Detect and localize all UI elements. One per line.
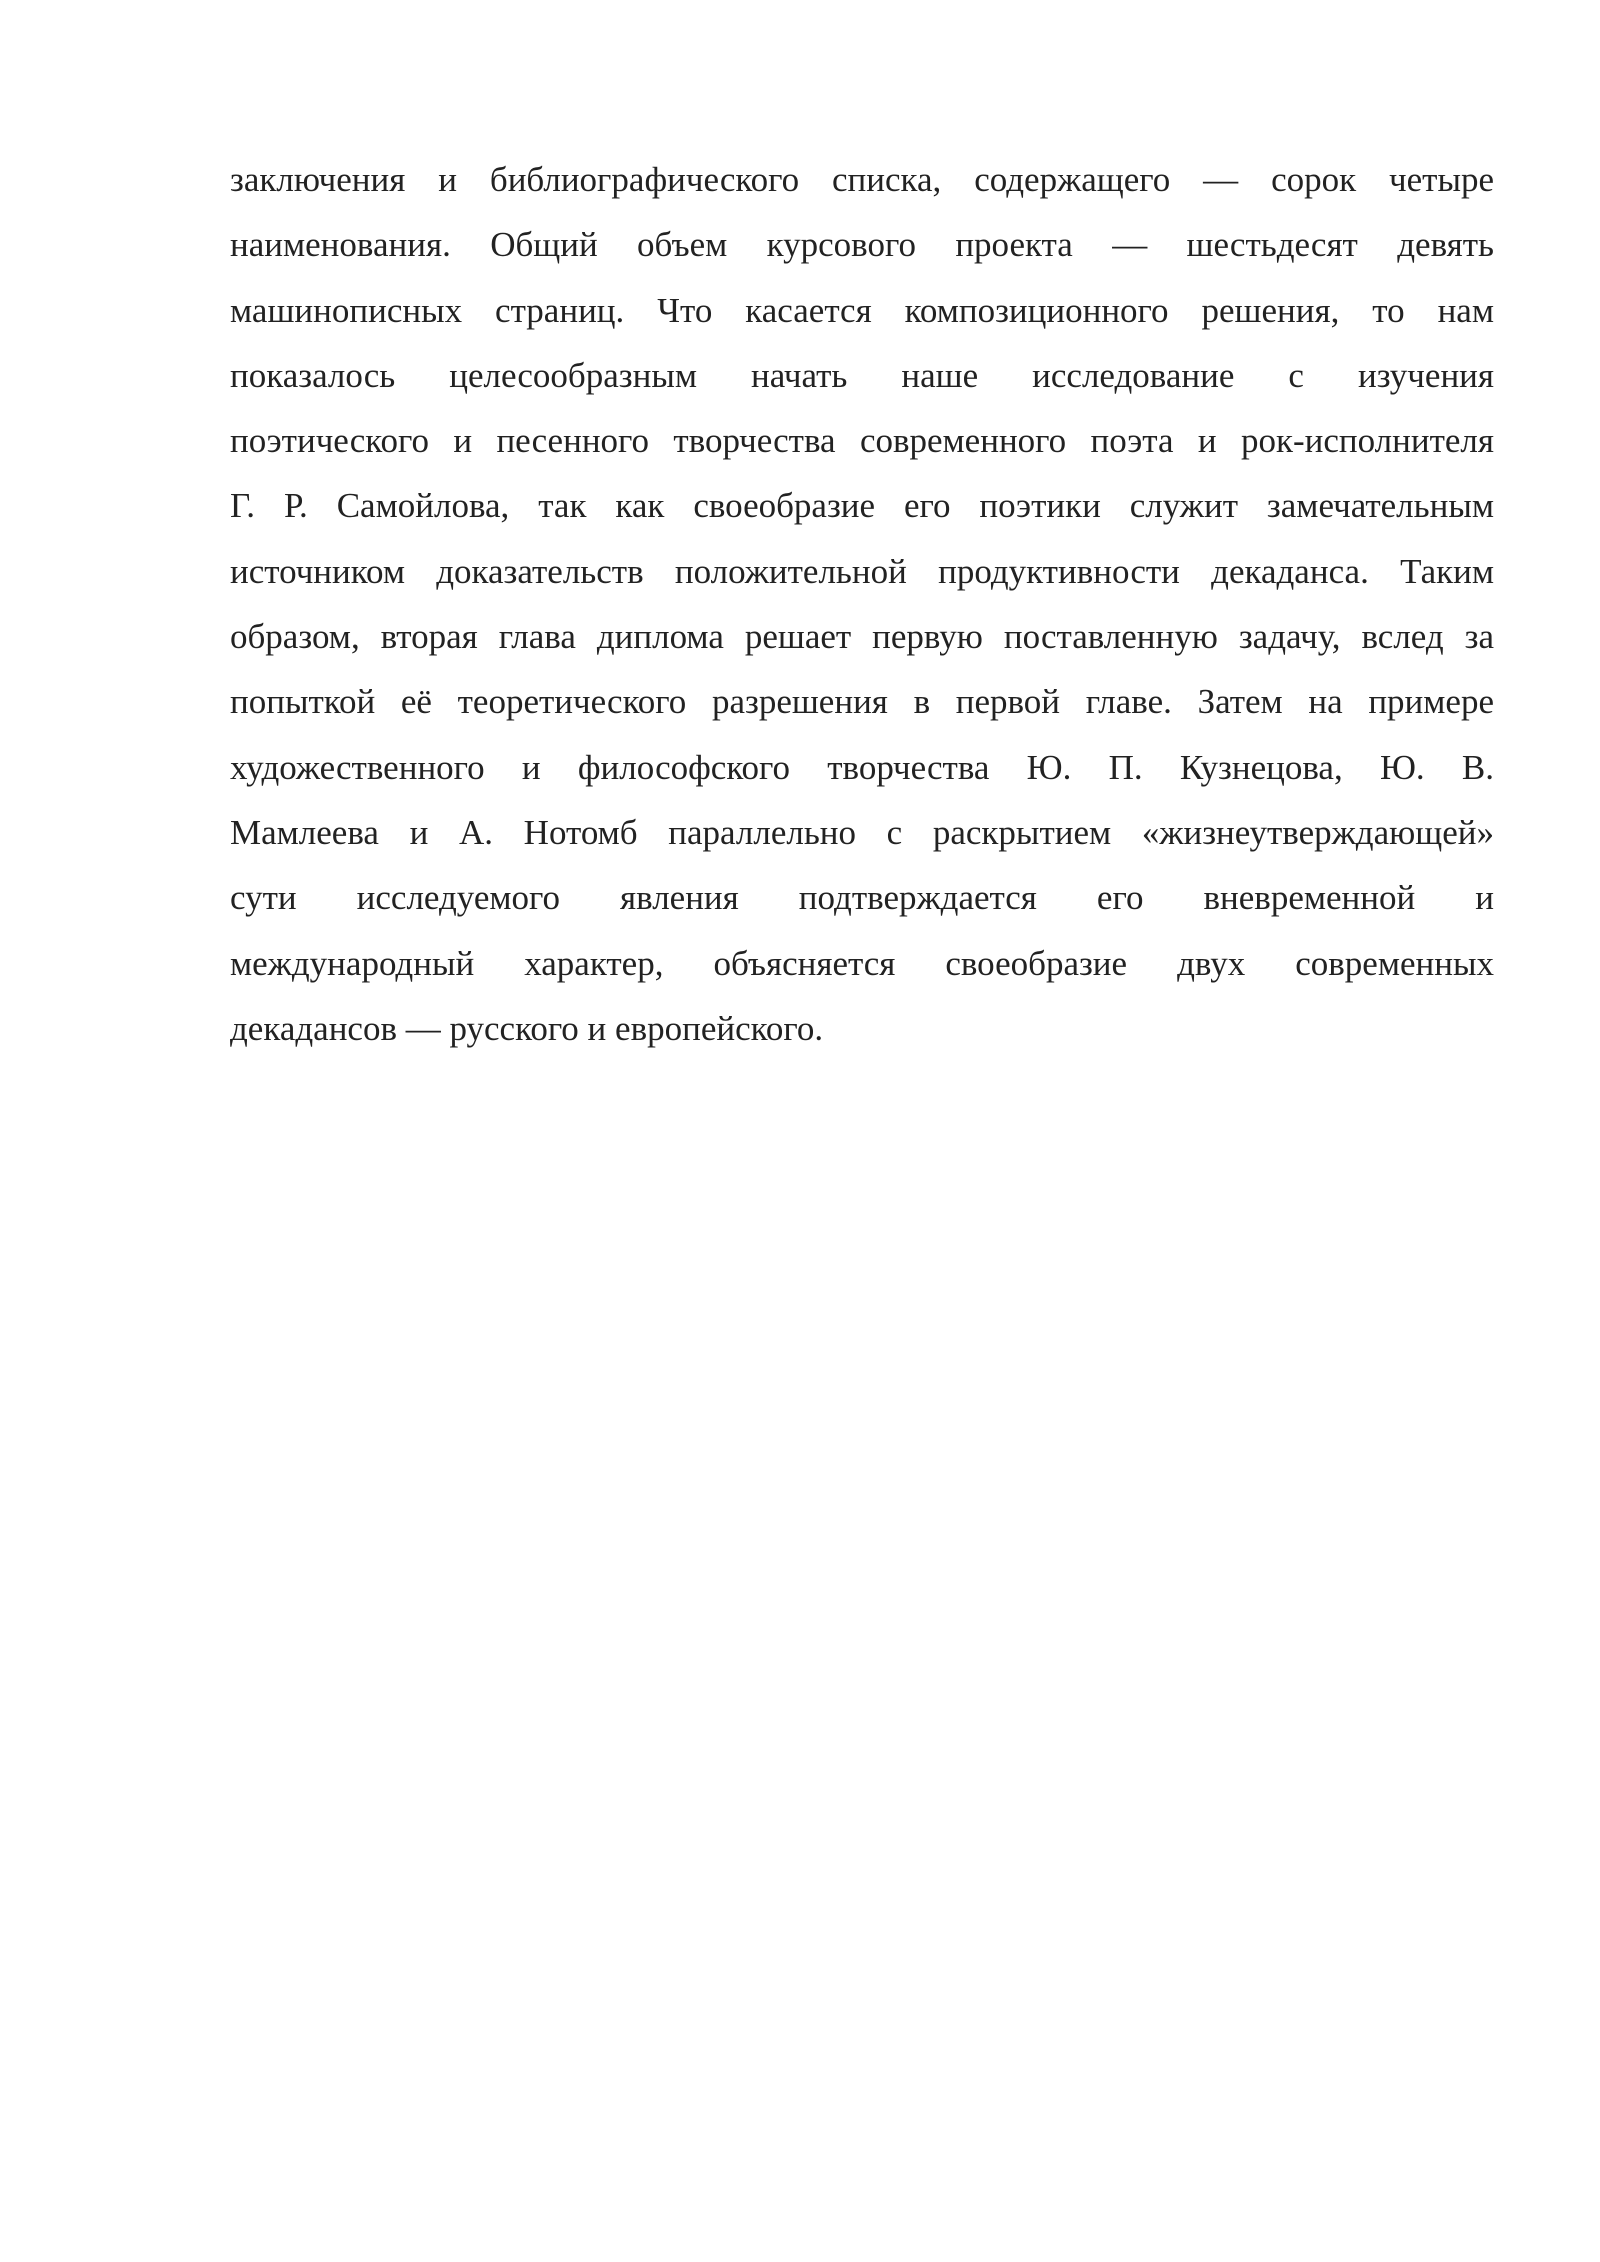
- text-line: машинописных страниц. Что касается композиционного решения, то нам: [230, 290, 1494, 330]
- text-line: художественного и философского творчества Ю. П. Кузнецова, Ю. В.: [230, 747, 1494, 787]
- text-line: международный характер, объясняется своеобразие двух современных: [230, 943, 1494, 983]
- text-line: показалось целесообразным начать наше исследование с изучения: [230, 355, 1494, 395]
- text-line: заключения и библиографического списка, содержащего — сорок четыре: [230, 160, 1494, 199]
- text-line: декадансов — русского и европейского.: [230, 1008, 824, 1048]
- text-line: Мамлеева и А. Нотомб параллельно с раскрытием «жизнеутверждающей»: [230, 812, 1494, 852]
- text-line: наименования. Общий объем курсового проекта — шестьдесят девять: [230, 225, 1494, 265]
- body-paragraph: [230, 147, 1494, 1061]
- text-line: Г. Р. Самойлова, так как своеобразие его поэтики служит замечательным: [230, 486, 1494, 526]
- text-line: источником доказательств положительной продуктивности декаданса. Таким: [230, 551, 1494, 591]
- text-line: сути исследуемого явления подтверждается его вневременной и: [230, 878, 1494, 918]
- text-line: попыткой её теоретического разрешения в первой главе. Затем на примере: [230, 682, 1494, 722]
- text-line: поэтического и песенного творчества современного поэта и рок-исполнителя: [230, 421, 1494, 461]
- text-line: образом, вторая глава диплома решает первую поставленную задачу, вслед за: [230, 617, 1494, 657]
